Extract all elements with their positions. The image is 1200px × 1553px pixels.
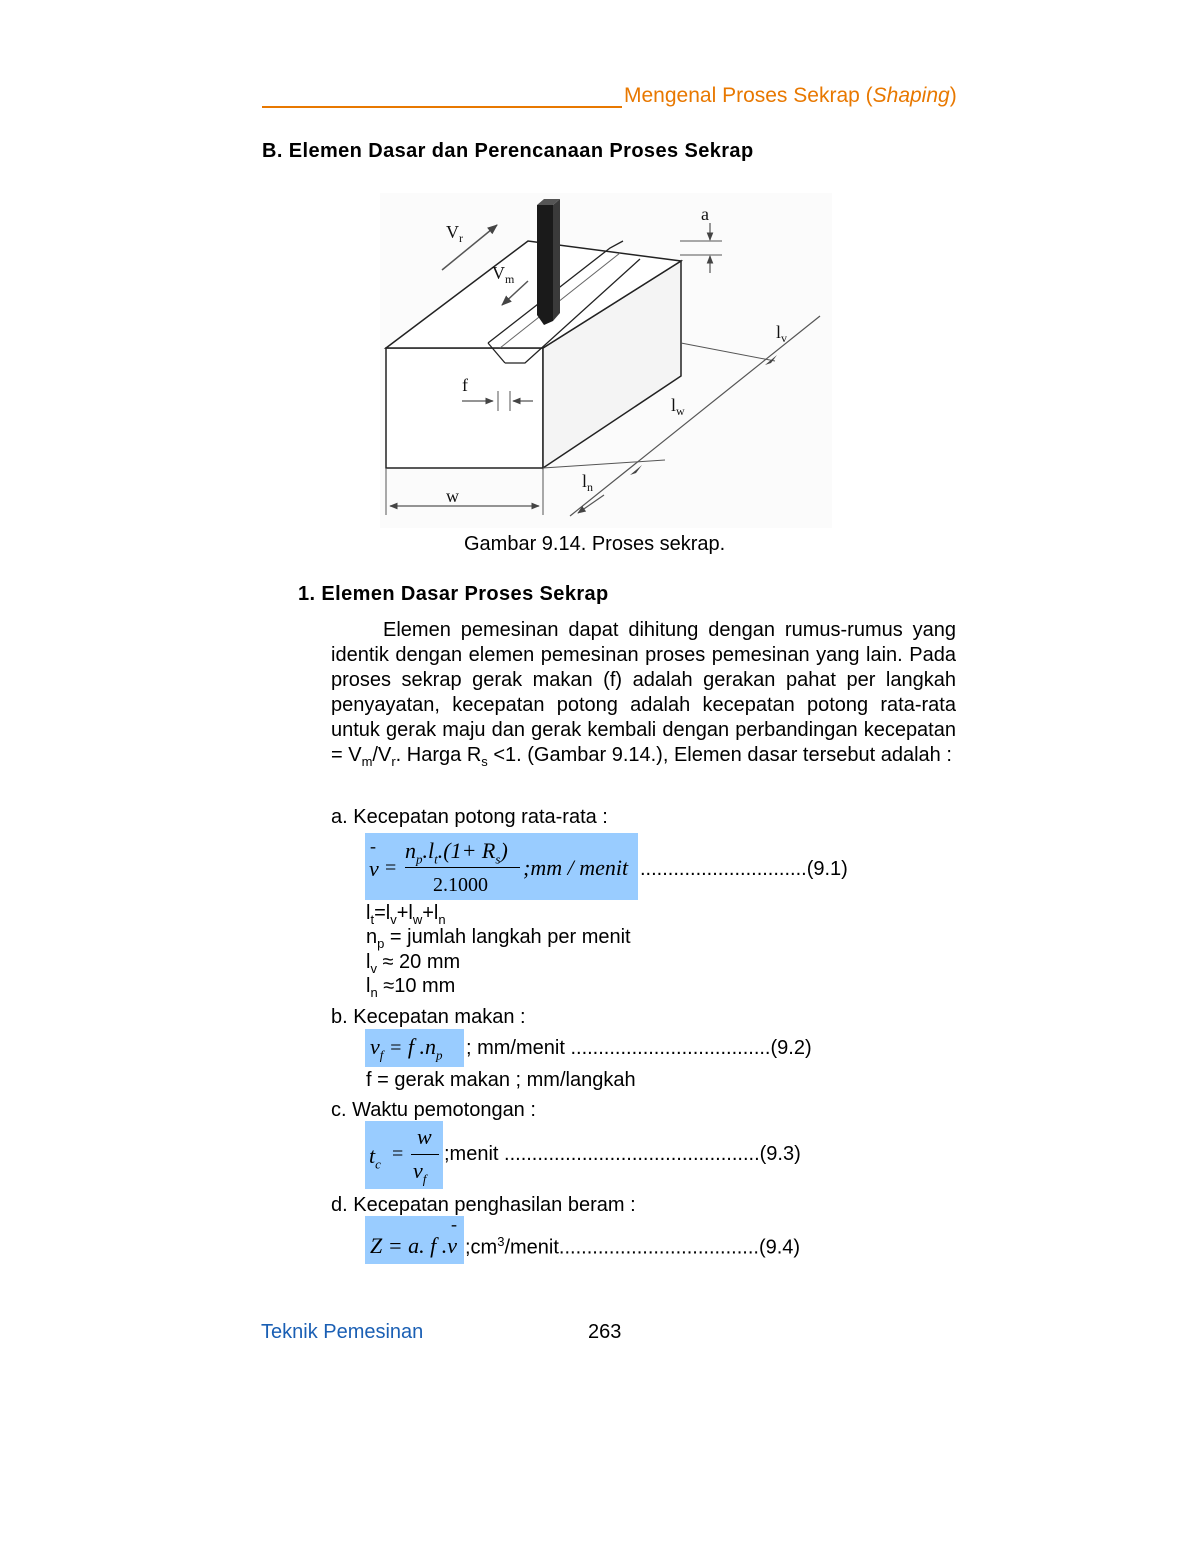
label-f: f	[462, 375, 468, 395]
formula-9-3-den: $v_f$	[413, 1158, 427, 1187]
formula-9-3-ref: ;menit ..............................................(9.3)	[444, 1143, 801, 1165]
formula-9-4-expr: Z = a. f .v	[370, 1233, 457, 1258]
shaping-diagram	[380, 193, 832, 528]
formula-9-1-ref: ..............................(9.1)	[640, 858, 848, 880]
label-a: a	[701, 204, 709, 224]
formula-9-1-fraction-bar	[405, 867, 520, 868]
length-ext-front	[543, 460, 665, 468]
item-d-label: d. Kecepatan penghasilan beram :	[331, 1194, 636, 1216]
label-lw: $l_w$	[671, 395, 685, 418]
label-vm: $V_m$	[492, 263, 515, 286]
formula-9-1-denominator: 2.1000	[433, 874, 488, 896]
section-b-title: B. Elemen Dasar dan Perencanaan Proses Sekrap	[262, 140, 754, 162]
formula-9-1-v: v	[369, 856, 379, 881]
block-front-face	[386, 348, 543, 468]
label-vr: $V_r$	[446, 222, 463, 245]
running-header	[262, 84, 957, 108]
formula-9-4-ref: $;cm^3/menit....................................(9.4)$	[465, 1234, 801, 1259]
item-c-label: c. Waktu pemotongan :	[331, 1099, 536, 1121]
ln-arrow	[578, 495, 604, 513]
tool-side	[553, 199, 560, 321]
formula-9-3-num: w	[417, 1124, 432, 1149]
formula-9-1-units: ;mm / menit	[523, 855, 629, 880]
formula-9-1-vbar: -	[370, 836, 376, 856]
formula-9-2	[365, 1029, 464, 1067]
formula-9-1-eq: =	[385, 857, 397, 879]
header-title-suffix: )	[949, 84, 957, 107]
header-rule	[262, 88, 622, 108]
label-w: w	[446, 486, 459, 506]
def-ln: $l_n \approx 10$ mm	[366, 975, 456, 1000]
formula-9-3	[365, 1121, 443, 1189]
def-lt: $l_t=l_v+l_w+l_n$	[366, 902, 446, 927]
header-title-italic: Shaping	[872, 84, 950, 107]
def-f: f = gerak makan ; mm/langkah	[366, 1069, 636, 1091]
item-a-label: a. Kecepatan potong rata-rata :	[331, 806, 608, 828]
def-lv: $l_v \approx 20$ mm	[366, 951, 461, 976]
label-lv: $l_v$	[776, 322, 788, 345]
formula-9-1-numerator: $n_p.l_t.(1+ R_s)$	[405, 838, 508, 867]
tool-front	[537, 205, 553, 325]
length-ext-back	[681, 343, 775, 361]
formula-9-3-eq: =	[392, 1143, 404, 1165]
formula-9-4-vbar: -	[451, 1214, 457, 1234]
subsection-1-title: 1. Elemen Dasar Proses Sekrap	[298, 583, 609, 605]
formula-9-3-t: $t_c$	[369, 1143, 381, 1172]
formula-9-2-ref: ; mm/menit ....................................(9.2)	[466, 1037, 812, 1059]
formula-9-1	[365, 833, 638, 900]
def-np: $n_p$ = jumlah langkah per menit	[366, 926, 631, 951]
formula-9-4	[365, 1216, 464, 1264]
figure-caption: Gambar 9.14. Proses sekrap.	[464, 533, 726, 555]
body-paragraph: Elemen pemesinan dapat dihitung dengan rumus-rumus yang identik dengan elemen pemesinan proses pemesinan yang lain. Pada proses sekrap gerak makan (f) adalah gerakan pahat per langkah penyayatan, kecepatan potong adalah kecepatan potong rata-rata untuk gerak maju dan gerak kembali dengan perbandingan kecepatan = $V_m/V_r$. Harga $R_s <1$. (Gambar 9.14.), Elemen dasar tersebut adalah :	[331, 619, 956, 769]
lv-mark	[765, 355, 777, 365]
figure-shaping-process	[380, 193, 832, 528]
formula-9-2-expr: $v_f = f$ $.n_p$	[370, 1034, 443, 1063]
label-ln: $l_n$	[582, 471, 594, 494]
item-b-label: b. Kecepatan makan :	[331, 1006, 526, 1028]
page-number: 263	[588, 1321, 622, 1343]
footer-book-title: Teknik Pemesinan	[261, 1321, 424, 1343]
header-title-prefix: Mengenal Proses Sekrap (	[624, 84, 873, 107]
formula-9-3-fraction-bar	[411, 1154, 439, 1155]
